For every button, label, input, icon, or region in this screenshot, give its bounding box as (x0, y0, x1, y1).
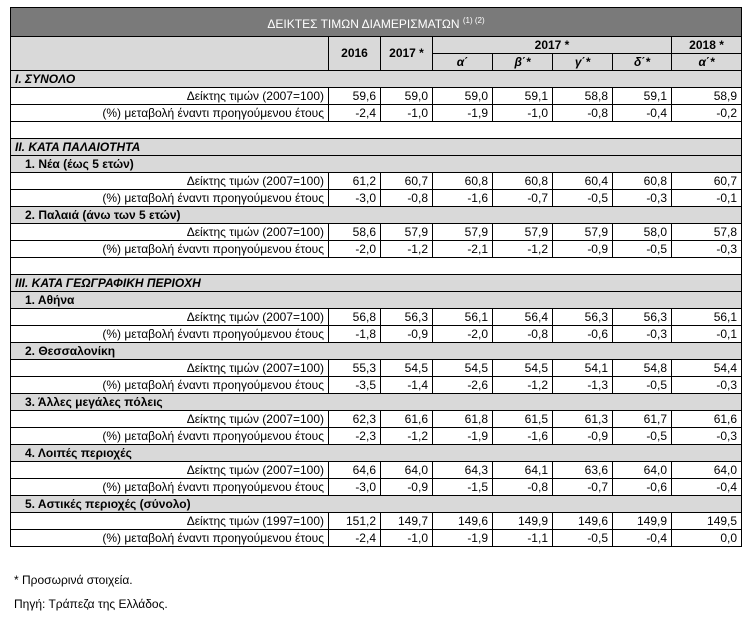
row-value: 56,3 (381, 309, 433, 326)
row-value: 57,9 (553, 224, 613, 241)
row-value: -0,3 (672, 241, 742, 258)
row-value: 59,6 (329, 88, 381, 105)
row-label: (%) μεταβολή έναντι προηγούμενου έτους (11, 241, 329, 258)
row-value: 61,3 (553, 411, 613, 428)
group-row (11, 292, 742, 309)
row-value: 54,5 (493, 360, 553, 377)
row-label: Δείκτης τιμών (2007=100) (11, 411, 329, 428)
row-value: 55,3 (329, 360, 381, 377)
row-value: 151,2 (329, 513, 381, 530)
table-row (11, 105, 742, 122)
table-row (11, 224, 742, 241)
row-value: 60,8 (493, 173, 553, 190)
row-value: 64,1 (493, 462, 553, 479)
row-value: -0,9 (553, 428, 613, 445)
header-2018-quarter-1: α΄* (672, 54, 742, 71)
table-row (11, 190, 742, 207)
header-quarter-2: β΄* (493, 54, 553, 71)
group-title-cell (11, 445, 742, 462)
row-value: -0,4 (613, 530, 672, 547)
row-value: 59,1 (613, 88, 672, 105)
table-row (11, 411, 742, 428)
section-title: I. ΣΥΝΟΛΟ (11, 71, 742, 88)
row-value: 64,3 (433, 462, 493, 479)
group-row (11, 207, 742, 224)
row-value: 149,7 (381, 513, 433, 530)
row-value: -0,3 (613, 326, 672, 343)
row-value: -1,2 (381, 241, 433, 258)
row-value: 54,1 (553, 360, 613, 377)
row-value: 61,2 (329, 173, 381, 190)
row-value: -2,6 (433, 377, 493, 394)
row-value: -1,2 (493, 241, 553, 258)
row-value: -0,5 (613, 241, 672, 258)
row-value: -1,6 (433, 190, 493, 207)
row-value: 0,0 (672, 530, 742, 547)
row-value: 60,8 (433, 173, 493, 190)
section-row (11, 139, 742, 156)
row-label: (%) μεταβολή έναντι προηγούμενου έτους (11, 326, 329, 343)
group-title: 2. Θεσσαλονίκη (25, 343, 116, 358)
row-value: 56,8 (329, 309, 381, 326)
row-value: 60,7 (381, 173, 433, 190)
table-title-note: (1) (2) (462, 15, 485, 25)
row-value: -2,3 (329, 428, 381, 445)
row-label: Δείκτης τιμών (2007=100) (11, 360, 329, 377)
table-row (11, 309, 742, 326)
row-label: Δείκτης τιμών (2007=100) (11, 309, 329, 326)
group-title-cell (11, 292, 742, 309)
group-title: 1. Αθήνα (25, 292, 75, 307)
row-value: -0,5 (553, 530, 613, 547)
row-value: -1,0 (381, 105, 433, 122)
row-label: Δείκτης τιμών (2007=100) (11, 88, 329, 105)
group-title: 5. Αστικές περιοχές (σύνολο) (25, 496, 191, 511)
row-value: 56,3 (553, 309, 613, 326)
row-value: -0,8 (493, 326, 553, 343)
row-value: -0,9 (381, 326, 433, 343)
row-value: 149,9 (493, 513, 553, 530)
row-value: -1,0 (493, 105, 553, 122)
row-label: Δείκτης τιμών (2007=100) (11, 224, 329, 241)
row-value: 60,7 (672, 173, 742, 190)
table-row (11, 326, 742, 343)
row-value: 59,1 (493, 88, 553, 105)
row-label: Δείκτης τιμών (2007=100) (11, 173, 329, 190)
row-value: -2,0 (433, 326, 493, 343)
group-title: 1. Νέα (έως 5 ετών) (25, 156, 134, 171)
row-value: 61,5 (493, 411, 553, 428)
table-row (11, 360, 742, 377)
row-value: -0,8 (553, 105, 613, 122)
row-value: -0,9 (553, 241, 613, 258)
row-value: -2,1 (433, 241, 493, 258)
header-2017-annual: 2017 * (381, 37, 433, 71)
table-row (11, 377, 742, 394)
header-quarter-4: δ΄* (613, 54, 672, 71)
row-value: -0,3 (672, 428, 742, 445)
row-value: -2,4 (329, 530, 381, 547)
footnote-provisional: * Προσωρινά στοιχεία. (14, 573, 133, 587)
row-value: 54,8 (613, 360, 672, 377)
row-value: -1,2 (493, 377, 553, 394)
row-value: -1,4 (381, 377, 433, 394)
row-value: -0,7 (553, 479, 613, 496)
row-value: 149,6 (553, 513, 613, 530)
group-row (11, 343, 742, 360)
section-title: II. ΚΑΤΑ ΠΑΛΑΙΟΤΗΤΑ (11, 139, 742, 156)
spacer-row (11, 258, 742, 275)
row-value: -3,5 (329, 377, 381, 394)
row-value: -0,6 (613, 479, 672, 496)
row-value: 60,4 (553, 173, 613, 190)
row-value: -1,9 (433, 105, 493, 122)
group-title-cell (11, 343, 742, 360)
header-quarter-3: γ΄* (553, 54, 613, 71)
row-value: -2,0 (329, 241, 381, 258)
row-value: 56,1 (433, 309, 493, 326)
row-value: 58,0 (613, 224, 672, 241)
row-value: -1,6 (493, 428, 553, 445)
row-value: 61,8 (433, 411, 493, 428)
spacer-cell (11, 258, 742, 275)
row-label: (%) μεταβολή έναντι προηγούμενου έτους (11, 190, 329, 207)
row-value: 57,8 (672, 224, 742, 241)
table-row (11, 241, 742, 258)
row-value: 61,7 (613, 411, 672, 428)
apartment-price-index-table (10, 7, 742, 547)
row-value: -0,3 (672, 377, 742, 394)
spacer-row (11, 122, 742, 139)
row-label: Δείκτης τιμών (1997=100) (11, 513, 329, 530)
row-value: 54,5 (381, 360, 433, 377)
row-value: -0,8 (493, 479, 553, 496)
header-label-blank (11, 37, 329, 71)
row-value: 64,0 (613, 462, 672, 479)
row-value: -0,7 (493, 190, 553, 207)
group-row (11, 156, 742, 173)
row-value: 60,8 (613, 173, 672, 190)
row-value: 149,6 (433, 513, 493, 530)
row-value: -1,1 (493, 530, 553, 547)
row-value: 63,6 (553, 462, 613, 479)
row-label: (%) μεταβολή έναντι προηγούμενου έτους (11, 530, 329, 547)
section-title: III. ΚΑΤΑ ΓΕΩΓΡΑΦΙΚΗ ΠΕΡΙΟΧΗ (11, 275, 742, 292)
row-value: -0,6 (553, 326, 613, 343)
section-row (11, 275, 742, 292)
row-value: -0,1 (672, 190, 742, 207)
row-value: -1,2 (381, 428, 433, 445)
row-value: 59,0 (381, 88, 433, 105)
group-title-cell (11, 156, 742, 173)
header-2016: 2016 (329, 37, 381, 71)
row-value: 56,4 (493, 309, 553, 326)
row-value: -0,1 (672, 326, 742, 343)
row-value: 64,0 (672, 462, 742, 479)
row-value: 54,4 (672, 360, 742, 377)
row-value: -0,2 (672, 105, 742, 122)
row-value: 149,9 (613, 513, 672, 530)
row-value: -3,0 (329, 190, 381, 207)
table-row (11, 173, 742, 190)
row-label: (%) μεταβολή έναντι προηγούμενου έτους (11, 428, 329, 445)
row-value: 58,9 (672, 88, 742, 105)
row-value: 64,0 (381, 462, 433, 479)
header-quarter-1: α΄ (433, 54, 493, 71)
row-value: -2,4 (329, 105, 381, 122)
table-row (11, 479, 742, 496)
spacer-cell (11, 122, 742, 139)
row-value: 62,3 (329, 411, 381, 428)
group-title-cell (11, 207, 742, 224)
row-value: 57,9 (433, 224, 493, 241)
group-title: 3. Άλλες μεγάλες πόλεις (25, 394, 163, 409)
footnote-source: Πηγή: Τράπεζα της Ελλάδος. (14, 597, 168, 611)
group-title-cell (11, 496, 742, 513)
row-value: 149,5 (672, 513, 742, 530)
table-title (11, 8, 742, 37)
row-value: 57,9 (493, 224, 553, 241)
row-value: 57,9 (381, 224, 433, 241)
row-label: Δείκτης τιμών (2007=100) (11, 462, 329, 479)
row-value: -0,5 (613, 428, 672, 445)
group-title: 2. Παλαιά (άνω των 5 ετών) (25, 207, 181, 222)
table-row (11, 88, 742, 105)
table-row (11, 428, 742, 445)
row-value: 61,6 (381, 411, 433, 428)
row-value: -1,9 (433, 530, 493, 547)
row-value: 56,3 (613, 309, 672, 326)
row-label: (%) μεταβολή έναντι προηγούμενου έτους (11, 377, 329, 394)
row-value: 61,6 (672, 411, 742, 428)
row-value: -0,5 (613, 377, 672, 394)
table-row (11, 513, 742, 530)
table-row (11, 462, 742, 479)
row-value: -0,9 (381, 479, 433, 496)
row-value: -1,0 (381, 530, 433, 547)
row-value: -1,8 (329, 326, 381, 343)
table-title-text: ΔΕΙΚΤΕΣ ΤΙΜΩΝ ΔΙΑΜΕΡΙΣΜΑΤΩΝ (267, 16, 460, 31)
row-value: -0,3 (613, 190, 672, 207)
row-value: -0,4 (672, 479, 742, 496)
group-row (11, 394, 742, 411)
row-value: 59,0 (433, 88, 493, 105)
table-row (11, 530, 742, 547)
header-2017-quarters: 2017 * (433, 37, 672, 54)
group-title: 4. Λοιπές περιοχές (25, 445, 132, 460)
row-value: 64,6 (329, 462, 381, 479)
header-2018: 2018 * (672, 37, 742, 54)
row-value: -1,3 (553, 377, 613, 394)
group-row (11, 496, 742, 513)
group-title-cell (11, 394, 742, 411)
row-value: -0,8 (381, 190, 433, 207)
group-row (11, 445, 742, 462)
section-row (11, 71, 742, 88)
row-value: -1,9 (433, 428, 493, 445)
row-value: -0,4 (613, 105, 672, 122)
row-value: -3,0 (329, 479, 381, 496)
row-value: 58,6 (329, 224, 381, 241)
row-value: -0,5 (553, 190, 613, 207)
row-value: 56,1 (672, 309, 742, 326)
row-label: (%) μεταβολή έναντι προηγούμενου έτους (11, 105, 329, 122)
row-label: (%) μεταβολή έναντι προηγούμενου έτους (11, 479, 329, 496)
row-value: 58,8 (553, 88, 613, 105)
row-value: -1,5 (433, 479, 493, 496)
row-value: 54,5 (433, 360, 493, 377)
